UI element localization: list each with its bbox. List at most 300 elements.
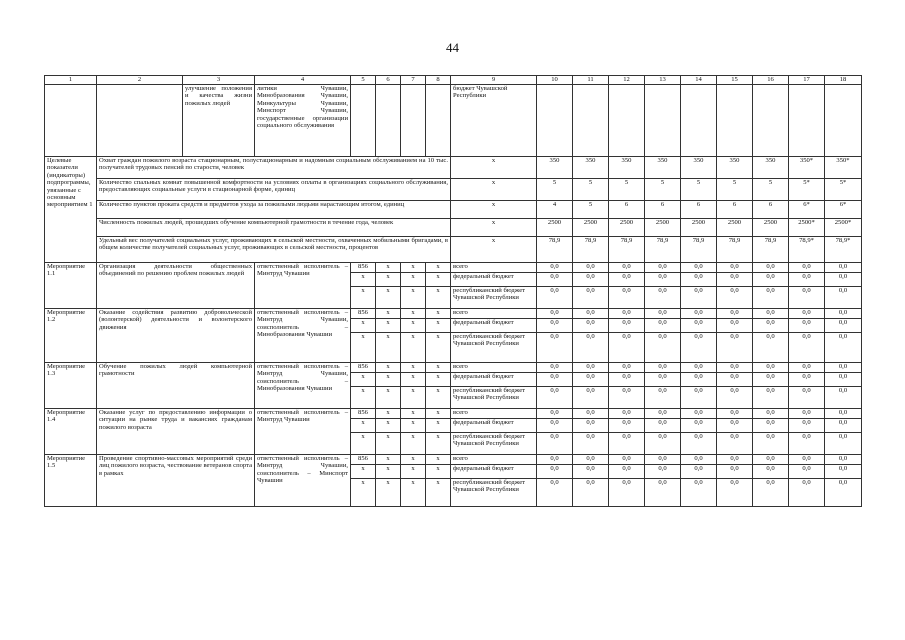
code-cell: 856 (351, 455, 376, 465)
amount-cell: 0,0 (609, 309, 645, 319)
amount-cell: 0,0 (537, 419, 573, 433)
measure-label: Мероприятие 1.4 (45, 409, 97, 455)
indicator-text: Количество пунктов проката средств и предметов ухода за пожилыми людьми нарастающим итогом, единиц (97, 201, 451, 219)
amount-cell: 0,0 (537, 433, 573, 455)
indicator-value: 350 (609, 157, 645, 179)
indicator-x: x (451, 179, 537, 201)
amount-cell: 0,0 (717, 387, 753, 409)
table-cell (573, 85, 609, 157)
code-cell: x (351, 479, 376, 507)
amount-cell: 0,0 (681, 433, 717, 455)
indicator-value: 350 (717, 157, 753, 179)
column-number: 8 (426, 76, 451, 85)
amount-cell: 0,0 (681, 273, 717, 287)
measure-label: Мероприятие 1.5 (45, 455, 97, 507)
amount-cell: 0,0 (753, 287, 789, 309)
amount-cell: 0,0 (753, 373, 789, 387)
amount-cell: 0,0 (717, 287, 753, 309)
code-cell: x (426, 419, 451, 433)
amount-cell: 0,0 (681, 373, 717, 387)
column-number: 15 (717, 76, 753, 85)
indicator-value: 2500 (717, 219, 753, 237)
code-cell: x (401, 479, 426, 507)
amount-cell: 0,0 (789, 333, 825, 363)
measure-row (45, 409, 862, 419)
code-cell: x (426, 263, 451, 273)
amount-cell: 0,0 (573, 409, 609, 419)
indicator-value: 5 (537, 179, 573, 201)
indicator-value: 78,9 (753, 237, 789, 263)
indicator-value: 5 (609, 179, 645, 201)
amount-cell: 0,0 (573, 455, 609, 465)
indicator-value: 2500 (753, 219, 789, 237)
amount-cell: 0,0 (645, 287, 681, 309)
amount-cell: 0,0 (609, 433, 645, 455)
indicator-value: 5 (573, 201, 609, 219)
amount-cell: 0,0 (537, 333, 573, 363)
code-cell: x (401, 319, 426, 333)
amount-cell: 0,0 (753, 309, 789, 319)
column-number: 14 (681, 76, 717, 85)
indicator-value: 2500 (537, 219, 573, 237)
amount-cell: 0,0 (681, 309, 717, 319)
amount-cell: 0,0 (789, 263, 825, 273)
indicator-value: 6* (789, 201, 825, 219)
amount-cell: 0,0 (681, 287, 717, 309)
code-cell: x (376, 263, 401, 273)
goal-cell: улучшение положения и качества жизни пожилых людей (183, 85, 255, 157)
amount-cell: 0,0 (753, 387, 789, 409)
indicator-value: 350 (537, 157, 573, 179)
amount-cell: 0,0 (825, 409, 862, 419)
table-cell (681, 85, 717, 157)
indicator-text: Численность пожилых людей, прошедших обучение компьютерной грамотности в течение года, человек (97, 219, 451, 237)
measure-row (45, 263, 862, 273)
amount-cell: 0,0 (537, 455, 573, 465)
code-cell: x (376, 333, 401, 363)
code-cell: x (376, 455, 401, 465)
indicator-value: 2500* (825, 219, 862, 237)
amount-cell: 0,0 (537, 273, 573, 287)
amount-cell: 0,0 (573, 273, 609, 287)
indicator-value: 350 (681, 157, 717, 179)
indicator-text: Охват граждан пожилого возраста стационарным, полустационарным и надомным социальным обслуживанием на 10 тыс. получателей трудовых пенсий по старости, человек (97, 157, 451, 179)
table-cell (376, 85, 401, 157)
amount-cell: 0,0 (645, 479, 681, 507)
amount-cell: 0,0 (825, 319, 862, 333)
column-number: 12 (609, 76, 645, 85)
code-cell: x (376, 433, 401, 455)
funding-source: республиканский бюджет Чувашской Республики (451, 479, 537, 507)
amount-cell: 0,0 (789, 373, 825, 387)
page-number: 44 (446, 40, 459, 55)
amount-cell: 0,0 (789, 273, 825, 287)
funding-source: республиканский бюджет Чувашской Республики (451, 387, 537, 409)
amount-cell: 0,0 (645, 319, 681, 333)
amount-cell: 0,0 (681, 419, 717, 433)
funding-source: республиканский бюджет Чувашской Республики (451, 433, 537, 455)
table-cell (426, 85, 451, 157)
code-cell: x (401, 465, 426, 479)
amount-cell: 0,0 (573, 309, 609, 319)
indicator-value: 5* (789, 179, 825, 201)
column-number: 7 (401, 76, 426, 85)
indicator-row (45, 219, 862, 237)
code-cell: x (426, 273, 451, 287)
column-number: 10 (537, 76, 573, 85)
amount-cell: 0,0 (609, 263, 645, 273)
measure-executor: ответственный исполнитель – Минтруд Чувашии, соисполнитель – Минобразования Чувашии (255, 363, 351, 409)
amount-cell: 0,0 (753, 273, 789, 287)
code-cell: x (351, 433, 376, 455)
code-cell: 856 (351, 263, 376, 273)
code-cell: x (426, 373, 451, 387)
measure-executor: ответственный исполнитель – Минтруд Чувашии (255, 409, 351, 455)
amount-cell: 0,0 (537, 479, 573, 507)
code-cell: x (376, 363, 401, 373)
indicator-value: 6 (753, 201, 789, 219)
amount-cell: 0,0 (609, 455, 645, 465)
indicator-value: 78,9 (645, 237, 681, 263)
amount-cell: 0,0 (717, 433, 753, 455)
code-cell: x (401, 433, 426, 455)
amount-cell: 0,0 (681, 263, 717, 273)
amount-cell: 0,0 (717, 409, 753, 419)
code-cell: x (426, 479, 451, 507)
header-row (45, 76, 862, 85)
amount-cell: 0,0 (717, 479, 753, 507)
measure-name: Оказание услуг по предоставлению информации о ситуации на рынке труда и вакансиях гражданам пожилого возраста (97, 409, 255, 455)
amount-cell: 0,0 (717, 309, 753, 319)
amount-cell: 0,0 (825, 309, 862, 319)
indicator-value: 4 (537, 201, 573, 219)
amount-cell: 0,0 (537, 319, 573, 333)
indicator-row (45, 237, 862, 263)
funding-source: федеральный бюджет (451, 465, 537, 479)
amount-cell: 0,0 (717, 419, 753, 433)
code-cell: x (401, 287, 426, 309)
table-cell (45, 85, 97, 157)
indicator-value: 2500* (789, 219, 825, 237)
amount-cell: 0,0 (753, 433, 789, 455)
column-number: 5 (351, 76, 376, 85)
amount-cell: 0,0 (609, 419, 645, 433)
amount-cell: 0,0 (537, 263, 573, 273)
code-cell: x (401, 333, 426, 363)
amount-cell: 0,0 (789, 465, 825, 479)
measure-name: Обучение пожилых людей компьютерной грамотности (97, 363, 255, 409)
amount-cell: 0,0 (645, 363, 681, 373)
amount-cell: 0,0 (789, 409, 825, 419)
funding-source: всего (451, 363, 537, 373)
amount-cell: 0,0 (825, 419, 862, 433)
amount-cell: 0,0 (789, 363, 825, 373)
code-cell: 856 (351, 409, 376, 419)
amount-cell: 0,0 (573, 287, 609, 309)
code-cell: 856 (351, 363, 376, 373)
indicator-value: 6 (681, 201, 717, 219)
code-cell: 856 (351, 309, 376, 319)
amount-cell: 0,0 (825, 363, 862, 373)
indicator-row (45, 179, 862, 201)
funding-source: федеральный бюджет (451, 419, 537, 433)
measure-name: Проведение спортивно-массовых мероприятий среди лиц пожилого возраста, чествование ветеранов спорта в рамках (97, 455, 255, 507)
code-cell: x (351, 465, 376, 479)
amount-cell: 0,0 (537, 363, 573, 373)
indicator-text: Количество спальных комнат повышенной комфортности на условиях оплаты в организациях социального обслуживания, предоставляющих социальные услуги в стационарной форме, единиц (97, 179, 451, 201)
code-cell: x (351, 387, 376, 409)
amount-cell: 0,0 (681, 479, 717, 507)
continuation-row (45, 85, 862, 157)
table-cell (97, 85, 183, 157)
source-cell: бюджет Чувашской Республики (451, 85, 537, 157)
indicator-value: 78,9 (681, 237, 717, 263)
code-cell: x (376, 479, 401, 507)
table-cell (717, 85, 753, 157)
code-cell: x (426, 387, 451, 409)
code-cell: x (401, 409, 426, 419)
code-cell: x (376, 319, 401, 333)
code-cell: x (376, 373, 401, 387)
indicator-value: 5 (645, 179, 681, 201)
funding-source: республиканский бюджет Чувашской Республики (451, 333, 537, 363)
funding-source: федеральный бюджет (451, 319, 537, 333)
indicator-value: 78,9* (825, 237, 862, 263)
indicator-x: x (451, 157, 537, 179)
indicator-value: 78,9 (537, 237, 573, 263)
amount-cell: 0,0 (681, 465, 717, 479)
amount-cell: 0,0 (717, 455, 753, 465)
code-cell: x (376, 387, 401, 409)
amount-cell: 0,0 (825, 287, 862, 309)
measure-label: Мероприятие 1.2 (45, 309, 97, 363)
code-cell: x (401, 419, 426, 433)
table-cell (537, 85, 573, 157)
table-cell (609, 85, 645, 157)
column-number: 1 (45, 76, 97, 85)
indicator-value: 6 (645, 201, 681, 219)
indicator-value: 78,9* (789, 237, 825, 263)
indicator-x: x (451, 219, 537, 237)
amount-cell: 0,0 (789, 309, 825, 319)
funding-source: федеральный бюджет (451, 373, 537, 387)
measure-label: Мероприятие 1.1 (45, 263, 97, 309)
indicator-value: 350 (573, 157, 609, 179)
amount-cell: 0,0 (753, 363, 789, 373)
indicator-row (45, 201, 862, 219)
funding-source: всего (451, 409, 537, 419)
amount-cell: 0,0 (573, 479, 609, 507)
amount-cell: 0,0 (825, 387, 862, 409)
indicator-value: 2500 (609, 219, 645, 237)
funding-source: всего (451, 263, 537, 273)
amount-cell: 0,0 (645, 263, 681, 273)
indicator-value: 5 (717, 179, 753, 201)
measure-executor: ответственный исполнитель – Минтруд Чувашии, соисполнитель – Минспорт Чувашии (255, 455, 351, 507)
amount-cell: 0,0 (537, 373, 573, 387)
measure-label: Мероприятие 1.3 (45, 363, 97, 409)
measure-name: Организация деятельности общественных объединений по решению проблем пожилых людей (97, 263, 255, 309)
code-cell: x (376, 309, 401, 319)
code-cell: x (401, 309, 426, 319)
indicator-text: Удельный вес получателей социальных услуг, проживающих в сельской местности, охваченных мобильными бригадами, в общем количестве получателей социальных услуг, проживающих в сельской местности, процентов (97, 237, 451, 263)
indicator-value: 350* (825, 157, 862, 179)
amount-cell: 0,0 (609, 287, 645, 309)
indicator-value: 6 (717, 201, 753, 219)
code-cell: x (351, 419, 376, 433)
funding-source: федеральный бюджет (451, 273, 537, 287)
amount-cell: 0,0 (573, 333, 609, 363)
amount-cell: 0,0 (609, 479, 645, 507)
indicator-value: 2500 (573, 219, 609, 237)
code-cell: x (426, 409, 451, 419)
amount-cell: 0,0 (645, 333, 681, 363)
funding-source: всего (451, 455, 537, 465)
column-number: 3 (183, 76, 255, 85)
amount-cell: 0,0 (717, 465, 753, 479)
amount-cell: 0,0 (573, 387, 609, 409)
indicator-row (45, 157, 862, 179)
code-cell: x (351, 287, 376, 309)
indicator-value: 350 (753, 157, 789, 179)
code-cell: x (426, 455, 451, 465)
amount-cell: 0,0 (573, 419, 609, 433)
code-cell: x (351, 373, 376, 387)
amount-cell: 0,0 (753, 419, 789, 433)
indicator-x: x (451, 237, 537, 263)
indicator-value: 5* (825, 179, 862, 201)
measure-row (45, 309, 862, 319)
code-cell: x (401, 363, 426, 373)
amount-cell: 0,0 (573, 433, 609, 455)
code-cell: x (426, 363, 451, 373)
amount-cell: 0,0 (573, 263, 609, 273)
measure-name: Оказание содействия развитию добровольческой (волонтерской) деятельности и волонтерского движения (97, 309, 255, 363)
code-cell: x (401, 263, 426, 273)
amount-cell: 0,0 (645, 419, 681, 433)
amount-cell: 0,0 (537, 309, 573, 319)
amount-cell: 0,0 (609, 273, 645, 287)
code-cell: x (376, 287, 401, 309)
amount-cell: 0,0 (537, 387, 573, 409)
amount-cell: 0,0 (645, 309, 681, 319)
amount-cell: 0,0 (717, 263, 753, 273)
indicator-value: 350* (789, 157, 825, 179)
amount-cell: 0,0 (717, 319, 753, 333)
amount-cell: 0,0 (717, 273, 753, 287)
column-number: 16 (753, 76, 789, 85)
column-number: 18 (825, 76, 862, 85)
column-number: 17 (789, 76, 825, 85)
code-cell: x (426, 287, 451, 309)
column-number: 6 (376, 76, 401, 85)
amount-cell: 0,0 (645, 273, 681, 287)
amount-cell: 0,0 (789, 433, 825, 455)
amount-cell: 0,0 (681, 363, 717, 373)
amount-cell: 0,0 (645, 387, 681, 409)
indicator-value: 350 (645, 157, 681, 179)
table-cell (825, 85, 862, 157)
code-cell: x (401, 373, 426, 387)
amount-cell: 0,0 (753, 409, 789, 419)
code-cell: x (351, 333, 376, 363)
amount-cell: 0,0 (753, 333, 789, 363)
amount-cell: 0,0 (609, 387, 645, 409)
amount-cell: 0,0 (825, 479, 862, 507)
amount-cell: 0,0 (789, 479, 825, 507)
code-cell: x (426, 309, 451, 319)
amount-cell: 0,0 (825, 433, 862, 455)
amount-cell: 0,0 (789, 319, 825, 333)
table-cell (753, 85, 789, 157)
amount-cell: 0,0 (573, 373, 609, 387)
amount-cell: 0,0 (825, 455, 862, 465)
amount-cell: 0,0 (681, 409, 717, 419)
column-number: 13 (645, 76, 681, 85)
amount-cell: 0,0 (537, 287, 573, 309)
amount-cell: 0,0 (789, 287, 825, 309)
amount-cell: 0,0 (645, 455, 681, 465)
amount-cell: 0,0 (681, 455, 717, 465)
amount-cell: 0,0 (789, 419, 825, 433)
amount-cell: 0,0 (825, 373, 862, 387)
amount-cell: 0,0 (825, 273, 862, 287)
amount-cell: 0,0 (789, 455, 825, 465)
amount-cell: 0,0 (573, 465, 609, 479)
amount-cell: 0,0 (753, 263, 789, 273)
measure-row (45, 455, 862, 465)
indicator-value: 78,9 (717, 237, 753, 263)
amount-cell: 0,0 (537, 465, 573, 479)
amount-cell: 0,0 (753, 465, 789, 479)
indicator-value: 78,9 (609, 237, 645, 263)
code-cell: x (376, 419, 401, 433)
code-cell: x (426, 433, 451, 455)
amount-cell: 0,0 (609, 409, 645, 419)
code-cell: x (426, 465, 451, 479)
code-cell: x (376, 409, 401, 419)
amount-cell: 0,0 (609, 363, 645, 373)
measure-executor: ответственный исполнитель – Минтруд Чувашии (255, 263, 351, 309)
indicator-value: 6 (609, 201, 645, 219)
indicator-value: 5 (681, 179, 717, 201)
indicator-value: 78,9 (573, 237, 609, 263)
amount-cell: 0,0 (573, 363, 609, 373)
code-cell: x (426, 333, 451, 363)
indicator-value: 5 (573, 179, 609, 201)
indicator-value: 5 (753, 179, 789, 201)
code-cell: x (401, 387, 426, 409)
indicator-value: 2500 (681, 219, 717, 237)
code-cell: x (401, 455, 426, 465)
indicators-label: Целевые показатели (индикаторы) подпрограммы, увязанные с основным мероприятием 1 (45, 157, 97, 263)
table-cell (351, 85, 376, 157)
table-cell (645, 85, 681, 157)
code-cell: x (401, 273, 426, 287)
amount-cell: 0,0 (609, 465, 645, 479)
amount-cell: 0,0 (789, 387, 825, 409)
indicator-value: 6* (825, 201, 862, 219)
amount-cell: 0,0 (573, 319, 609, 333)
amount-cell: 0,0 (609, 319, 645, 333)
funding-source: республиканский бюджет Чувашской Республики (451, 287, 537, 309)
amount-cell: 0,0 (717, 363, 753, 373)
amount-cell: 0,0 (717, 333, 753, 363)
amount-cell: 0,0 (681, 319, 717, 333)
indicator-x: x (451, 201, 537, 219)
amount-cell: 0,0 (681, 387, 717, 409)
code-cell: x (351, 319, 376, 333)
